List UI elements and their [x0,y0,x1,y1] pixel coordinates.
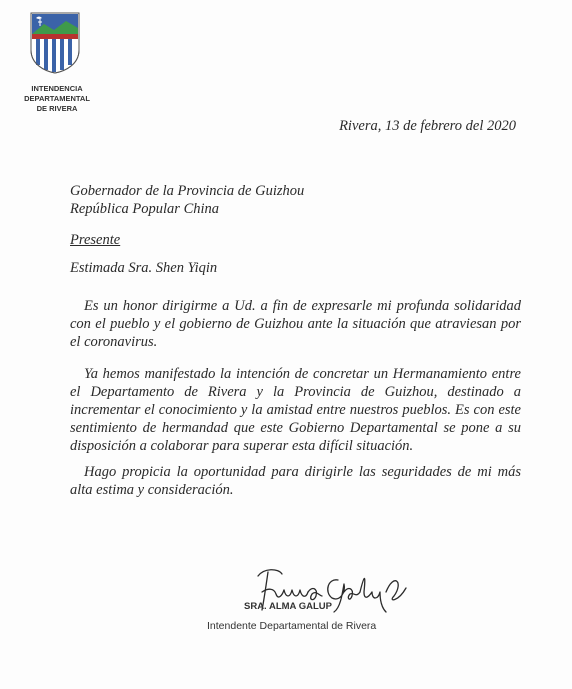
presente-heading: Presente [70,232,121,248]
recipient-block [70,182,304,218]
signer-name: SRA. ALMA GALUP [244,601,332,612]
body-paragraph-1: Es un honor dirigirme a Ud. a fin de expresarle mi profunda solidaridad con el pueblo y el gobierno de Guizhou ante la situación que atraviesan por el coronavirus. [70,298,521,350]
letter-date: Rivera, 13 de febrero del 2020 [339,118,516,134]
org-line-1: INTENDENCIA [31,84,83,93]
body-paragraph-3: Hago propicia la oportunidad para dirigirle las seguridades de mi más alta estima y consideración. [70,464,521,498]
org-line-2: DEPARTAMENTAL [24,94,90,103]
rivera-coat-of-arms-icon [30,12,80,74]
recipient-line-1: Gobernador de la Provincia de Guizhou [70,183,305,199]
signer-title: Intendente Departamental de Rivera [207,620,377,632]
organization-name [16,84,98,114]
body-paragraph-2: Ya hemos manifestado la intención de concretar un Hermanamiento entre el Departamento de Rivera y la Provincia de Guizhou, destinado a incrementar el conocimiento y la amistad entre nuestros pueblos. Es con este sentimiento de hermandad que este Gobierno Departamental se pone a su disposición a colaborar para superar esta difícil situación. [70,366,521,454]
recipient-line-2: República Popular China [70,201,220,217]
salutation: Estimada Sra. Shen Yiqin [70,260,218,276]
org-line-3: DE RIVERA [36,104,78,113]
